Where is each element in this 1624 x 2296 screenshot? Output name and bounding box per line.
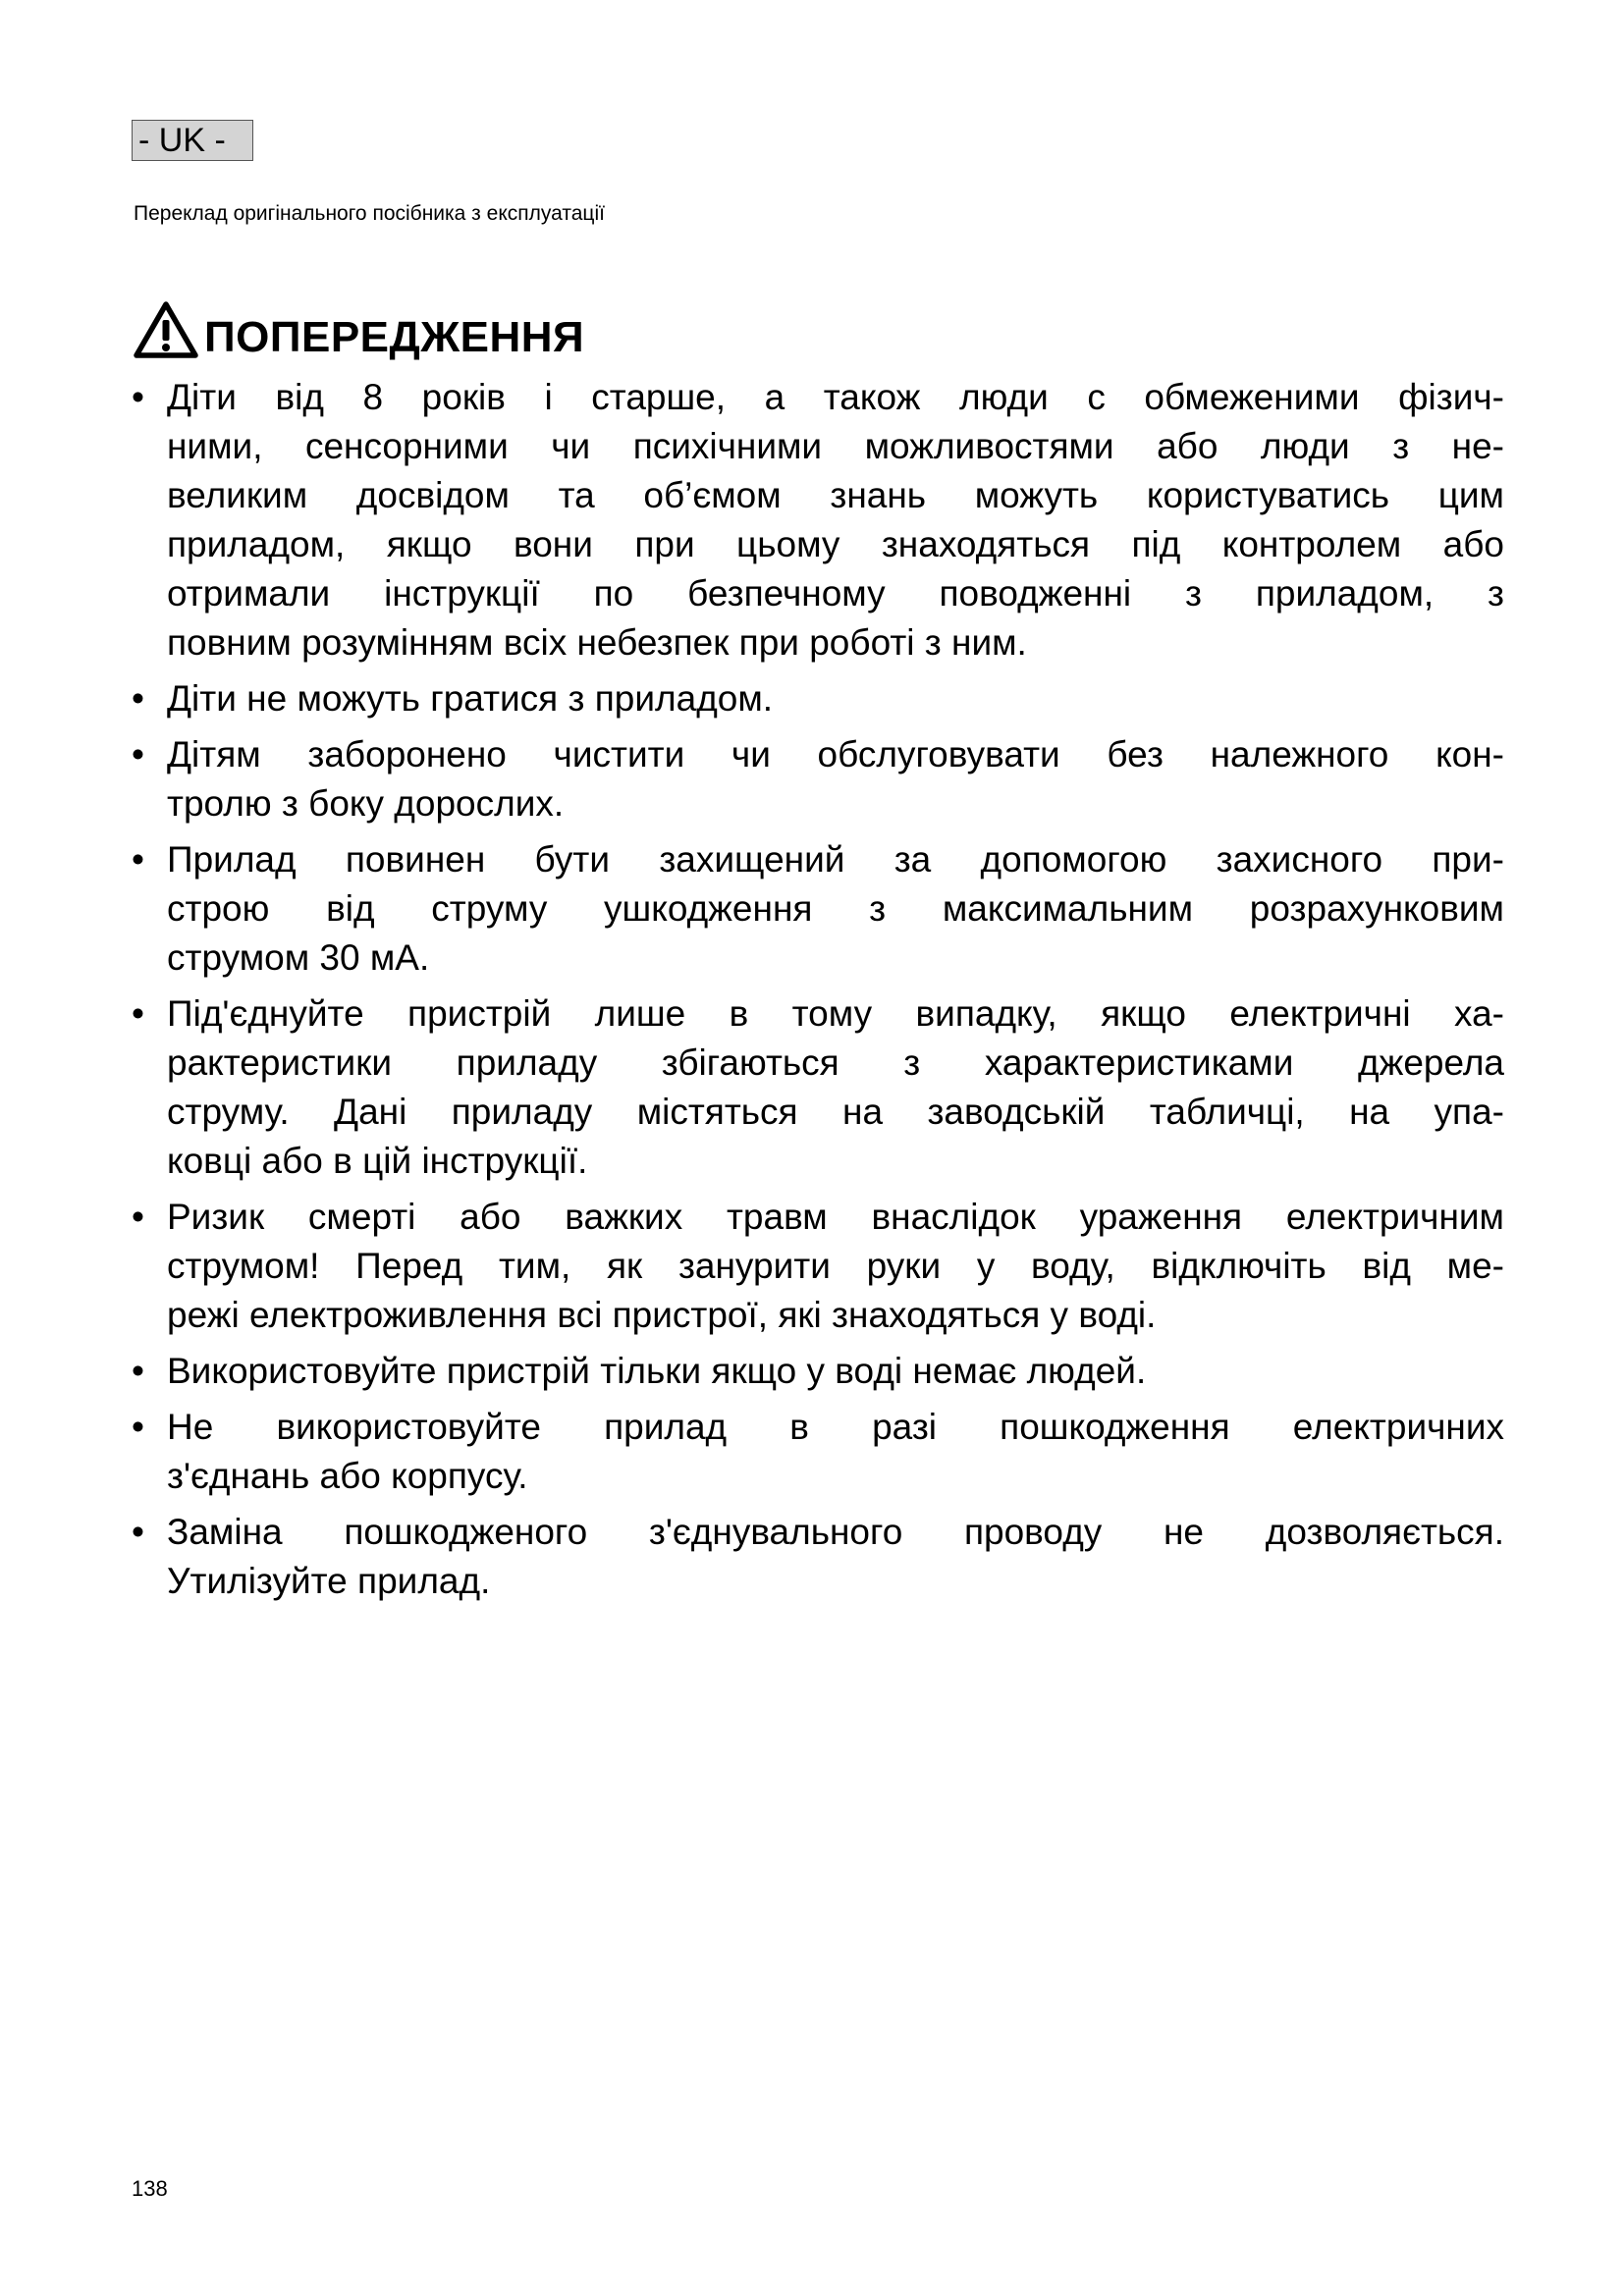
bullet-icon: • bbox=[132, 1407, 144, 1447]
warning-text-line: струмом 30 мА. bbox=[167, 937, 430, 978]
bullet-icon: • bbox=[132, 377, 144, 417]
bullet-icon: • bbox=[132, 734, 144, 774]
warning-item bbox=[130, 1403, 1504, 1501]
warning-text-line: Ризик смерті або важких травм внаслідок ураження електричним bbox=[167, 1197, 1504, 1237]
warning-text-line: Утилізуйте прилад. bbox=[167, 1561, 491, 1601]
warning-heading bbox=[132, 291, 584, 361]
bullet-icon: • bbox=[132, 1197, 144, 1237]
warning-item bbox=[130, 1347, 1504, 1396]
warning-text-line: з'єднань або корпусу. bbox=[167, 1456, 528, 1496]
warning-text-line: Діти не можуть гратися з приладом. bbox=[167, 678, 774, 719]
document-subtitle: Переклад оригінального посібника з експлуатації bbox=[134, 202, 605, 225]
warning-text-line: великим досвідом та об’ємом знань можуть користуватись цим bbox=[167, 475, 1504, 515]
warning-item bbox=[130, 1193, 1504, 1340]
warning-text-line: приладом, якщо вони при цьому знаходяться під контролем або bbox=[167, 524, 1504, 564]
bullet-icon: • bbox=[132, 1351, 144, 1391]
warning-text-line: строю від струму ушкодження з максимальним розрахунковим bbox=[167, 888, 1504, 929]
warning-title: ПОПЕРЕДЖЕННЯ bbox=[204, 313, 585, 361]
warning-text-line: Діти від 8 років і старше, а також люди с обмеженими фізич- bbox=[167, 377, 1504, 417]
warning-text-line: тролю з боку дорослих. bbox=[167, 783, 565, 824]
warning-item bbox=[130, 989, 1504, 1186]
warning-item bbox=[130, 373, 1504, 667]
warning-text-line: Не використовуйте прилад в разі пошкодження електричних bbox=[167, 1407, 1504, 1447]
warning-text-line: Під'єднуйте пристрій лише в тому випадку, якщо електричні ха- bbox=[167, 993, 1504, 1034]
bullet-icon: • bbox=[132, 993, 144, 1034]
bullet-icon: • bbox=[132, 839, 144, 880]
warning-item bbox=[130, 835, 1504, 983]
language-tag: - UK - bbox=[132, 120, 253, 161]
warning-item bbox=[130, 1508, 1504, 1606]
bullet-icon: • bbox=[132, 1512, 144, 1552]
warning-text-line: отримали інструкції по безпечному поводженні з приладом, з bbox=[167, 573, 1504, 614]
warning-item bbox=[130, 730, 1504, 828]
warning-text-line: ковці або в цій інструкції. bbox=[167, 1141, 588, 1181]
warning-text-line: режі електроживлення всі пристрої, які знаходяться у воді. bbox=[167, 1295, 1157, 1335]
warning-text-line: Заміна пошкодженого з'єднувального проводу не дозволяється. bbox=[167, 1512, 1504, 1552]
warning-text-line: Використовуйте пристрій тільки якщо у воді немає людей. bbox=[167, 1351, 1147, 1391]
warning-list bbox=[130, 373, 1504, 1613]
warning-text-line: повним розумінням всіх небезпек при роботі з ним. bbox=[167, 622, 1027, 663]
warning-text-line: струмом! Перед тим, як занурити руки у воду, відключіть від ме- bbox=[167, 1246, 1504, 1286]
warning-text-line: ними, сенсорними чи психічними можливостями або люди з не- bbox=[167, 426, 1504, 466]
page-number: 138 bbox=[132, 2176, 168, 2201]
warning-text-line: струму. Дані приладу містяться на заводській табличці, на упа- bbox=[167, 1092, 1504, 1132]
warning-triangle-icon bbox=[132, 298, 200, 361]
warning-text-line: Прилад повинен бути захищений за допомогою захисного при- bbox=[167, 839, 1504, 880]
bullet-icon: • bbox=[132, 678, 144, 719]
warning-text-line: рактеристики приладу збігаються з характеристиками джерела bbox=[167, 1042, 1504, 1083]
warning-item bbox=[130, 674, 1504, 723]
warning-text-line: Дітям заборонено чистити чи обслуговувати без належного кон- bbox=[167, 734, 1504, 774]
